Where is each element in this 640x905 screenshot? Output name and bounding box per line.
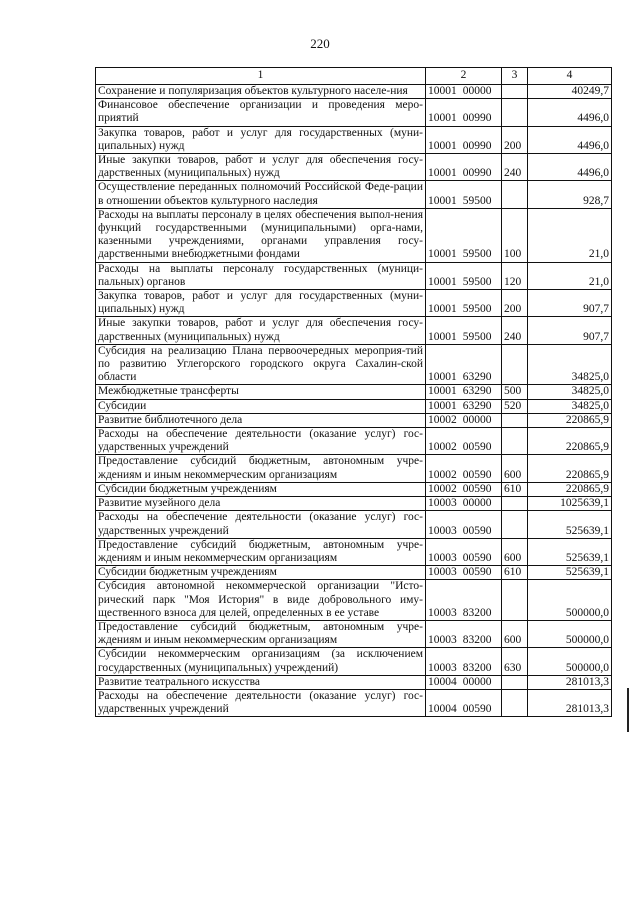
table-row bbox=[96, 648, 612, 675]
row-amount: 907,7 bbox=[528, 317, 612, 344]
row-code-direction: 00590 bbox=[462, 566, 492, 579]
row-code bbox=[426, 290, 502, 317]
row-expense-type bbox=[502, 675, 528, 689]
row-code-program: 10001 bbox=[428, 139, 457, 152]
row-amount: 220865,9 bbox=[528, 482, 612, 496]
row-name: Субсидии некоммерческим организациям (за исключением государственных (муниципальных) учреждений) bbox=[96, 648, 426, 675]
row-code bbox=[426, 428, 502, 455]
table-row bbox=[96, 689, 612, 716]
row-expense-type bbox=[502, 99, 528, 126]
row-expense-type: 100 bbox=[502, 208, 528, 262]
row-amount: 4496,0 bbox=[528, 126, 612, 153]
row-amount: 34825,0 bbox=[528, 399, 612, 413]
row-code-program: 10002 bbox=[428, 468, 457, 481]
row-code-program: 10004 bbox=[428, 675, 457, 688]
table-row bbox=[96, 455, 612, 482]
row-code bbox=[426, 455, 502, 482]
table-row bbox=[96, 511, 612, 538]
row-code-program: 10002 bbox=[428, 482, 457, 495]
row-name: Межбюджетные трансферты bbox=[96, 385, 426, 399]
row-expense-type bbox=[502, 497, 528, 511]
table-row bbox=[96, 620, 612, 647]
row-expense-type bbox=[502, 85, 528, 99]
row-amount: 1025639,1 bbox=[528, 497, 612, 511]
table-row bbox=[96, 538, 612, 565]
row-code bbox=[426, 413, 502, 427]
row-code-direction: 59500 bbox=[462, 303, 492, 316]
row-code-direction: 83200 bbox=[462, 634, 492, 647]
row-amount: 34825,0 bbox=[528, 385, 612, 399]
row-expense-type: 200 bbox=[502, 290, 528, 317]
row-expense-type: 520 bbox=[502, 399, 528, 413]
row-name: Развитие театрального искусства bbox=[96, 675, 426, 689]
row-amount: 907,7 bbox=[528, 290, 612, 317]
row-code-program: 10002 bbox=[428, 413, 457, 426]
table-row bbox=[96, 428, 612, 455]
row-expense-type: 600 bbox=[502, 538, 528, 565]
row-amount: 220865,9 bbox=[528, 455, 612, 482]
table-row bbox=[96, 99, 612, 126]
row-code-program: 10002 bbox=[428, 441, 457, 454]
row-expense-type bbox=[502, 181, 528, 208]
row-code-program: 10001 bbox=[428, 303, 457, 316]
row-code-program: 10003 bbox=[428, 634, 457, 647]
row-code-direction: 83200 bbox=[462, 606, 492, 619]
row-amount: 40249,7 bbox=[528, 85, 612, 99]
table-row bbox=[96, 344, 612, 385]
row-code bbox=[426, 262, 502, 289]
header-row bbox=[96, 68, 612, 85]
row-expense-type: 500 bbox=[502, 385, 528, 399]
column-header-4: 4 bbox=[528, 68, 612, 85]
row-expense-type bbox=[502, 428, 528, 455]
row-name: Иные закупки товаров, работ и услуг для обеспечения госу-дарственных (муниципальных) нужд bbox=[96, 154, 426, 181]
row-name: Субсидия автономной некоммерческой организации "Исто-рический парк "Моя История" в виде добровольного иму-щественного взноса для целей, определенных в ее уставе bbox=[96, 580, 426, 621]
row-code-direction: 63290 bbox=[462, 399, 492, 412]
row-code bbox=[426, 689, 502, 716]
row-amount: 525639,1 bbox=[528, 511, 612, 538]
row-code bbox=[426, 482, 502, 496]
row-code bbox=[426, 344, 502, 385]
row-code-direction: 00000 bbox=[462, 675, 492, 688]
row-code bbox=[426, 580, 502, 621]
row-code-direction: 00590 bbox=[462, 468, 492, 481]
row-name: Расходы на обеспечение деятельности (оказание услуг) гос-ударственных учреждений bbox=[96, 689, 426, 716]
row-name: Закупка товаров, работ и услуг для государственных (муни-ципальных) нужд bbox=[96, 126, 426, 153]
row-code bbox=[426, 154, 502, 181]
row-amount: 4496,0 bbox=[528, 154, 612, 181]
row-code bbox=[426, 675, 502, 689]
row-name: Расходы на выплаты персоналу в целях обеспечения выпол-нения функций государственными (муниципальными) орга-нами, казенными учреждениями, органами управления госу-дарственными внебюджетными фондами bbox=[96, 208, 426, 262]
table-row bbox=[96, 317, 612, 344]
row-code-direction: 00990 bbox=[462, 112, 492, 125]
row-name: Субсидии bbox=[96, 399, 426, 413]
row-amount: 928,7 bbox=[528, 181, 612, 208]
row-code-program: 10001 bbox=[428, 194, 457, 207]
row-code-direction: 00000 bbox=[462, 497, 492, 510]
row-amount: 281013,3 bbox=[528, 689, 612, 716]
row-name: Закупка товаров, работ и услуг для государственных (муни-ципальных) нужд bbox=[96, 290, 426, 317]
row-name: Субсидии бюджетным учреждениям bbox=[96, 482, 426, 496]
row-name: Предоставление субсидий бюджетным, автономным учре-ждениям и иным некоммерческим организациям bbox=[96, 620, 426, 647]
row-name: Предоставление субсидий бюджетным, автономным учре-ждениям и иным некоммерческим организациям bbox=[96, 455, 426, 482]
row-code bbox=[426, 85, 502, 99]
row-name: Развитие библиотечного дела bbox=[96, 413, 426, 427]
row-code bbox=[426, 208, 502, 262]
row-name: Расходы на обеспечение деятельности (оказание услуг) гос-ударственных учреждений bbox=[96, 511, 426, 538]
row-amount: 220865,9 bbox=[528, 428, 612, 455]
row-code bbox=[426, 99, 502, 126]
row-expense-type: 120 bbox=[502, 262, 528, 289]
table-row bbox=[96, 126, 612, 153]
row-code-program: 10001 bbox=[428, 385, 457, 398]
row-expense-type: 630 bbox=[502, 648, 528, 675]
row-code-program: 10001 bbox=[428, 85, 457, 97]
row-amount: 500000,0 bbox=[528, 648, 612, 675]
row-expense-type bbox=[502, 344, 528, 385]
table-row bbox=[96, 290, 612, 317]
row-code-direction: 63290 bbox=[462, 371, 492, 384]
row-amount: 525639,1 bbox=[528, 566, 612, 580]
table-body bbox=[96, 85, 612, 717]
table-row bbox=[96, 497, 612, 511]
row-code-direction: 00000 bbox=[462, 85, 492, 97]
row-code bbox=[426, 538, 502, 565]
row-amount: 281013,3 bbox=[528, 675, 612, 689]
row-expense-type: 200 bbox=[502, 126, 528, 153]
row-code bbox=[426, 181, 502, 208]
row-name: Расходы на обеспечение деятельности (оказание услуг) гос-ударственных учреждений bbox=[96, 428, 426, 455]
column-header-1: 1 bbox=[96, 68, 426, 85]
row-code-program: 10001 bbox=[428, 330, 457, 343]
row-code-program: 10001 bbox=[428, 167, 457, 180]
row-code-direction: 59500 bbox=[462, 248, 492, 261]
row-code-direction: 63290 bbox=[462, 385, 492, 398]
row-code-program: 10001 bbox=[428, 112, 457, 125]
row-name: Субсидии бюджетным учреждениям bbox=[96, 566, 426, 580]
row-code-direction: 59500 bbox=[462, 275, 492, 288]
page-number: 220 bbox=[310, 36, 330, 51]
column-header-3: 3 bbox=[502, 68, 528, 85]
row-code-program: 10003 bbox=[428, 661, 457, 674]
row-code-program: 10003 bbox=[428, 606, 457, 619]
row-code-direction: 00590 bbox=[462, 703, 492, 716]
row-expense-type bbox=[502, 689, 528, 716]
table-row bbox=[96, 580, 612, 621]
row-name: Осуществление переданных полномочий Российской Феде-рации в отношении объектов культурного наследия bbox=[96, 181, 426, 208]
row-code-program: 10001 bbox=[428, 248, 457, 261]
table-row bbox=[96, 399, 612, 413]
row-amount: 21,0 bbox=[528, 262, 612, 289]
column-header-2: 2 bbox=[426, 68, 502, 85]
table-row bbox=[96, 482, 612, 496]
row-code-direction: 00590 bbox=[462, 524, 492, 537]
table-row bbox=[96, 566, 612, 580]
row-code-direction: 59500 bbox=[462, 194, 492, 207]
table-row bbox=[96, 675, 612, 689]
row-code-program: 10001 bbox=[428, 399, 457, 412]
row-name: Субсидия на реализацию Плана первоочередных мероприя-тий по развитию Углегорского городского округа Сахалин-ской области bbox=[96, 344, 426, 385]
row-amount: 21,0 bbox=[528, 208, 612, 262]
row-code-direction: 59500 bbox=[462, 330, 492, 343]
scan-artifact-mark bbox=[627, 688, 629, 732]
row-code bbox=[426, 317, 502, 344]
row-code-program: 10003 bbox=[428, 551, 457, 564]
row-code bbox=[426, 399, 502, 413]
row-code-program: 10003 bbox=[428, 524, 457, 537]
row-amount: 4496,0 bbox=[528, 99, 612, 126]
row-code bbox=[426, 511, 502, 538]
table-row bbox=[96, 85, 612, 99]
row-amount: 220865,9 bbox=[528, 413, 612, 427]
row-code-program: 10001 bbox=[428, 275, 457, 288]
row-expense-type: 600 bbox=[502, 455, 528, 482]
row-code-direction: 00590 bbox=[462, 441, 492, 454]
row-code bbox=[426, 126, 502, 153]
row-name: Расходы на выплаты персоналу государственных (муници-пальных) органов bbox=[96, 262, 426, 289]
row-amount: 525639,1 bbox=[528, 538, 612, 565]
table-row bbox=[96, 208, 612, 262]
row-name: Иные закупки товаров, работ и услуг для обеспечения госу-дарственных (муниципальных) нужд bbox=[96, 317, 426, 344]
row-expense-type: 610 bbox=[502, 566, 528, 580]
table-row bbox=[96, 413, 612, 427]
row-amount: 500000,0 bbox=[528, 580, 612, 621]
row-code-program: 10001 bbox=[428, 371, 457, 384]
row-code-direction: 00990 bbox=[462, 139, 492, 152]
table-row bbox=[96, 154, 612, 181]
row-code-program: 10003 bbox=[428, 566, 457, 579]
row-code bbox=[426, 497, 502, 511]
row-amount: 34825,0 bbox=[528, 344, 612, 385]
row-code-direction: 00590 bbox=[462, 551, 492, 564]
row-expense-type: 240 bbox=[502, 154, 528, 181]
row-expense-type: 610 bbox=[502, 482, 528, 496]
row-code bbox=[426, 566, 502, 580]
row-code-direction: 00990 bbox=[462, 167, 492, 180]
row-expense-type bbox=[502, 413, 528, 427]
row-code bbox=[426, 620, 502, 647]
row-expense-type: 240 bbox=[502, 317, 528, 344]
row-code-program: 10003 bbox=[428, 497, 457, 510]
table-row bbox=[96, 181, 612, 208]
row-name: Развитие музейного дела bbox=[96, 497, 426, 511]
row-code-direction: 00590 bbox=[462, 482, 492, 495]
row-code-direction: 00000 bbox=[462, 413, 492, 426]
row-name: Сохранение и популяризация объектов культурного населе-ния bbox=[96, 85, 426, 99]
row-expense-type: 600 bbox=[502, 620, 528, 647]
row-code bbox=[426, 648, 502, 675]
row-name: Предоставление субсидий бюджетным, автономным учре-ждениям и иным некоммерческим организациям bbox=[96, 538, 426, 565]
row-code-direction: 83200 bbox=[462, 661, 492, 674]
budget-table bbox=[95, 67, 612, 717]
row-code-program: 10004 bbox=[428, 703, 457, 716]
table-row bbox=[96, 262, 612, 289]
row-name: Финансовое обеспечение организации и проведения меро-приятий bbox=[96, 99, 426, 126]
row-expense-type bbox=[502, 580, 528, 621]
row-expense-type bbox=[502, 511, 528, 538]
row-code bbox=[426, 385, 502, 399]
table-row bbox=[96, 385, 612, 399]
row-amount: 500000,0 bbox=[528, 620, 612, 647]
